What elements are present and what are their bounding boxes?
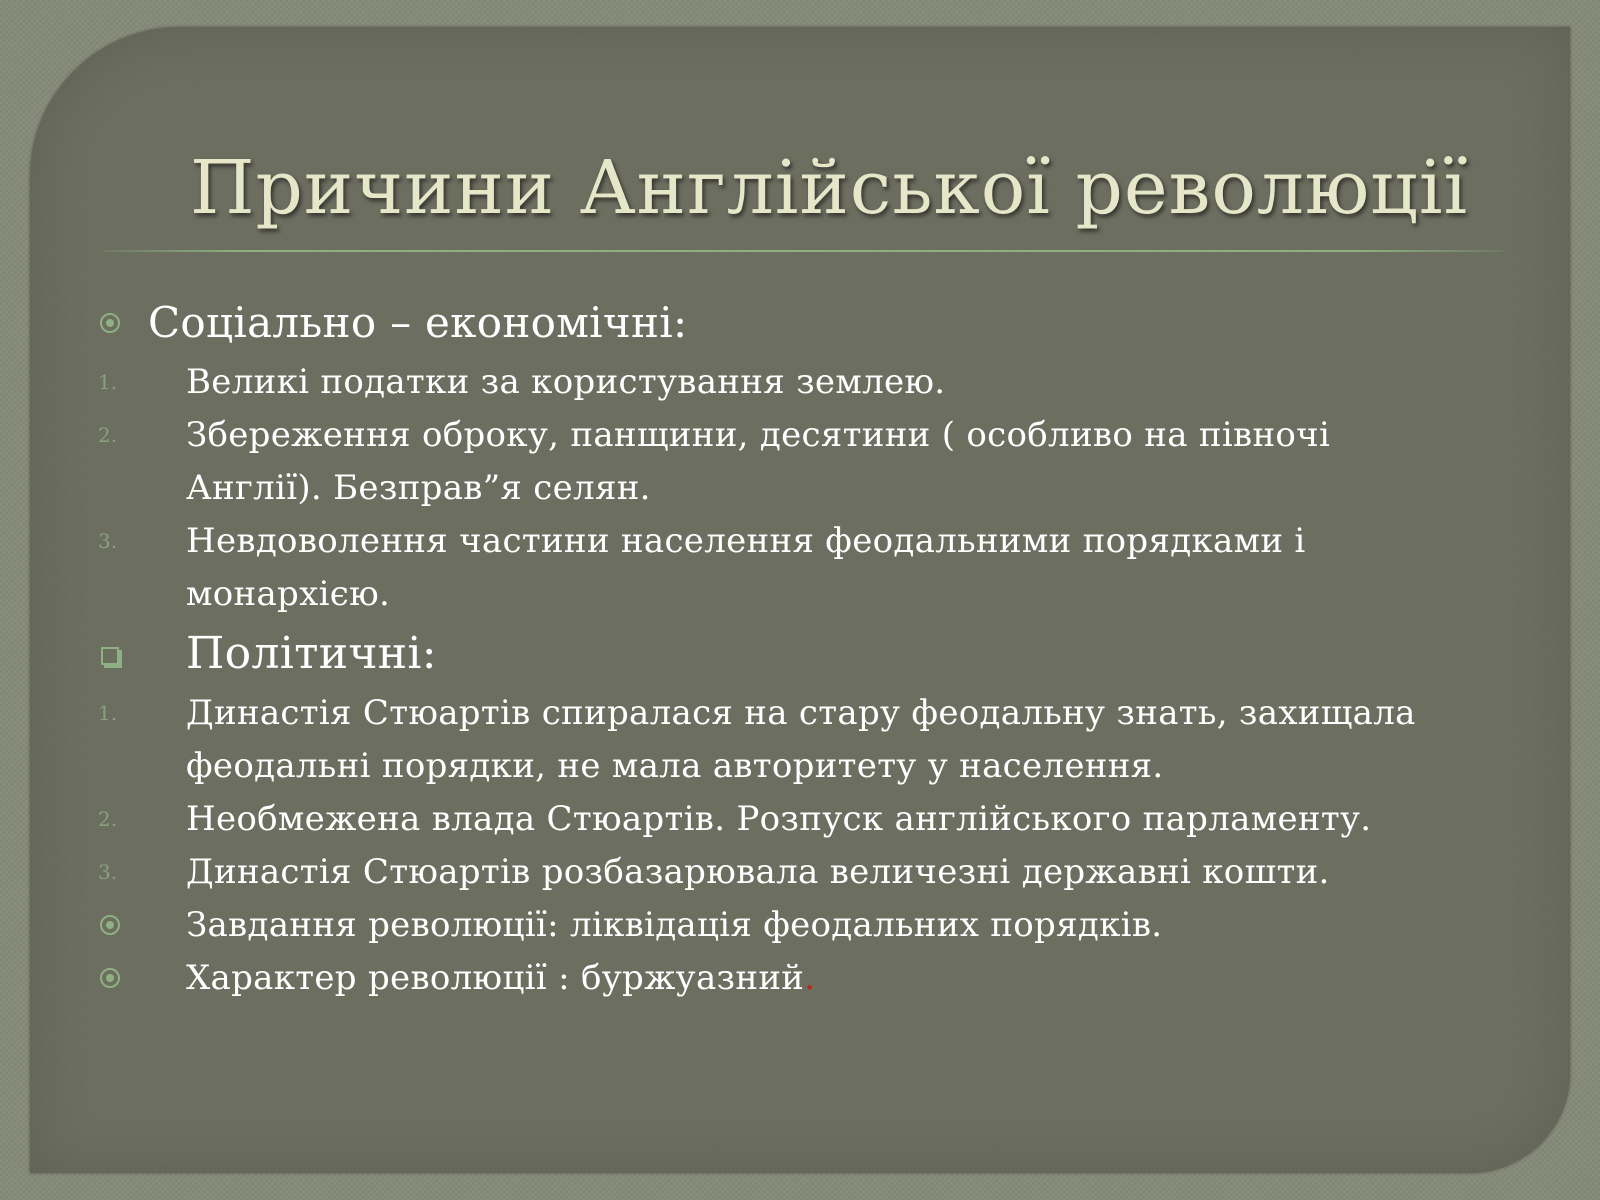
list-item	[0, 687, 1600, 793]
summary-text: Характер революції : буржуазний	[186, 958, 805, 998]
section-heading-socio-economic	[0, 290, 1600, 356]
list-number: 3.	[98, 529, 118, 553]
circle-bullet-icon	[100, 968, 120, 988]
title-divider	[103, 250, 1503, 252]
list-item	[0, 793, 1600, 846]
list-item-text: Необмежена влада Стюартів. Розпуск англійського парламенту.	[186, 799, 1372, 839]
list-number: 1.	[98, 701, 118, 725]
slide-content	[0, 290, 1600, 1005]
list-item-text-continued: Англії). Безправ”я селян.	[186, 468, 651, 508]
list-item	[0, 515, 1600, 621]
summary-text-wrapper	[186, 952, 815, 1005]
list-item-text: Династія Стюартів спиралася на стару феодальну знать, захищала	[186, 693, 1416, 733]
list-item	[0, 356, 1600, 409]
section-heading-text: Політичні:	[186, 628, 437, 679]
list-item-text-continued: феодальні порядки, не мала авторитету у населення.	[186, 746, 1164, 786]
list-number: 1.	[98, 370, 118, 394]
list-item	[0, 846, 1600, 899]
list-item	[0, 409, 1600, 515]
list-item-text-continued: монархією.	[186, 574, 391, 614]
section-heading-text: Соціально – економічні:	[148, 298, 688, 347]
circle-bullet-icon	[100, 915, 120, 935]
list-item-text: Збереження оброку, панщини, десятини ( особливо на півночі	[186, 415, 1331, 455]
summary-item-character	[0, 952, 1600, 1005]
square-bullet-icon	[101, 647, 119, 665]
circle-bullet-icon	[100, 313, 120, 333]
list-number: 2.	[98, 423, 118, 447]
section-heading-political	[0, 621, 1600, 687]
list-number: 2.	[98, 807, 118, 831]
summary-text: Завдання революції: ліквідація феодальних порядків.	[186, 905, 1163, 945]
summary-period: .	[804, 958, 816, 998]
list-item-text: Великі податки за користування землею.	[186, 362, 946, 402]
summary-item-tasks	[0, 899, 1600, 952]
list-item-text: Невдоволення частини населення феодальними порядками і	[186, 521, 1306, 561]
list-item-text: Династія Стюартів розбазарювала величезні державні кошти.	[186, 852, 1330, 892]
slide-title: Причини Англійської революції	[190, 145, 1469, 231]
list-number: 3.	[98, 860, 118, 884]
